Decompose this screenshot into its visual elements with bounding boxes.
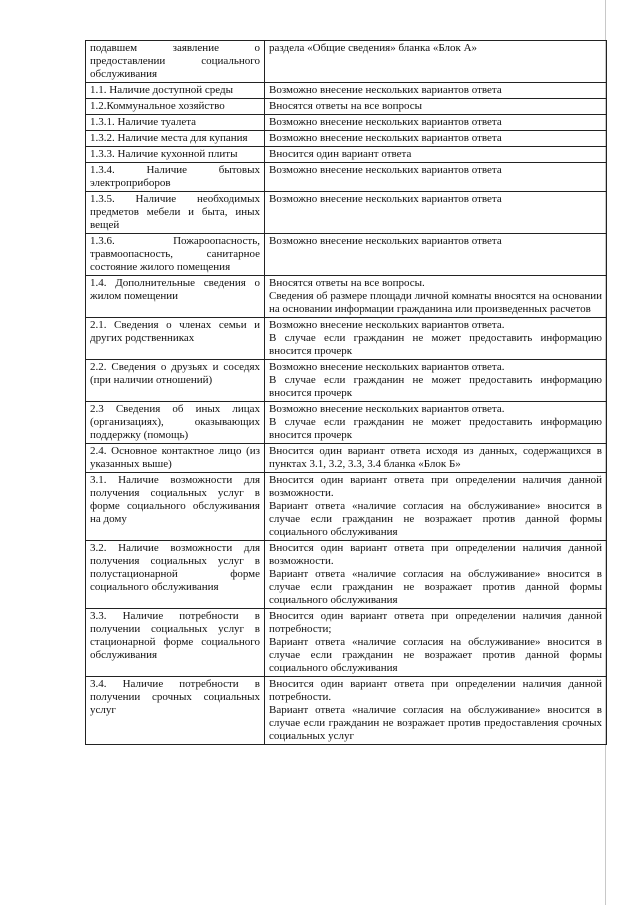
field-name: 3.4. Наличие потребности в получении срочных социальных услуг — [86, 677, 265, 745]
instruction-paragraph: Возможно внесение нескольких вариантов ответа — [269, 116, 502, 128]
table-row — [86, 473, 607, 541]
field-name: 1.3.3. Наличие кухонной плиты — [86, 147, 265, 163]
instruction-paragraph: Возможно внесение нескольких вариантов ответа. — [269, 403, 505, 415]
table-row — [86, 318, 607, 360]
field-name: 2.2. Сведения о друзьях и соседях (при наличии отношений) — [86, 360, 265, 402]
table-row — [86, 83, 607, 99]
instruction-paragraph: Вариант ответа «наличие согласия на обслуживание» вносится в случае если гражданин не возражает против данной формы социального обслуживания — [269, 500, 602, 538]
field-instruction — [265, 147, 607, 163]
field-name: 3.2. Наличие возможности для получения социальных услуг в полустационарной форме социального обслуживания — [86, 541, 265, 609]
instruction-paragraph: Вносятся ответы на все вопросы — [269, 100, 423, 112]
field-instruction — [265, 163, 607, 192]
instruction-paragraph: Возможно внесение нескольких вариантов ответа. — [269, 361, 505, 373]
field-name: 1.3.6. Пожароопасность, травмоопасность, санитарное состояние жилого помещения — [86, 234, 265, 276]
table-row — [86, 234, 607, 276]
field-name: 1.3.2. Наличие места для купания — [86, 131, 265, 147]
instruction-paragraph: Вносится один вариант ответа при определении наличия данной потребности; — [269, 610, 602, 635]
field-instruction — [265, 541, 607, 609]
field-name: 2.4. Основное контактное лицо (из указанных выше) — [86, 444, 265, 473]
table-row — [86, 192, 607, 234]
instructions-table — [85, 40, 607, 745]
table-row — [86, 41, 607, 83]
instruction-paragraph: Вносится один вариант ответа — [269, 148, 412, 160]
field-instruction — [265, 192, 607, 234]
instruction-paragraph: Возможно внесение нескольких вариантов ответа — [269, 235, 502, 247]
instructions-table-body — [86, 41, 607, 745]
instruction-paragraph: Вариант ответа «наличие согласия на обслуживание» вносится в случае если гражданин не возражает против предоставления срочных социальных услуг — [269, 704, 602, 742]
field-instruction — [265, 234, 607, 276]
instruction-paragraph: В случае если гражданин не может предоставить информацию вносится прочерк — [269, 374, 602, 399]
table-row — [86, 541, 607, 609]
instruction-paragraph: Возможно внесение нескольких вариантов ответа — [269, 193, 502, 205]
instruction-paragraph: Возможно внесение нескольких вариантов ответа — [269, 164, 502, 176]
field-instruction — [265, 360, 607, 402]
field-name: подавшем заявление о предоставлении социального обслуживания — [86, 41, 265, 83]
field-instruction — [265, 131, 607, 147]
field-instruction — [265, 444, 607, 473]
instruction-paragraph: Вариант ответа «наличие согласия на обслуживание» вносится в случае если гражданин не возражает против данной формы социального обслуживания — [269, 636, 602, 674]
instruction-paragraph: Вариант ответа «наличие согласия на обслуживание» вносится в случае если гражданин не возражает против данной формы социального обслуживания — [269, 568, 602, 606]
instruction-paragraph: Возможно внесение нескольких вариантов ответа — [269, 84, 502, 96]
table-row — [86, 360, 607, 402]
field-instruction — [265, 473, 607, 541]
instruction-paragraph: Вносится один вариант ответа при определении наличия данной возможности. — [269, 542, 602, 567]
field-instruction — [265, 83, 607, 99]
field-name: 2.1. Сведения о членах семьи и других родственниках — [86, 318, 265, 360]
field-name: 3.3. Наличие потребности в получении социальных услуг в стационарной форме социального обслуживания — [86, 609, 265, 677]
field-instruction — [265, 41, 607, 83]
table-row — [86, 99, 607, 115]
table-row — [86, 163, 607, 192]
field-instruction — [265, 115, 607, 131]
field-instruction — [265, 609, 607, 677]
field-instruction — [265, 677, 607, 745]
table-row — [86, 609, 607, 677]
instruction-paragraph: В случае если гражданин не может предоставить информацию вносится прочерк — [269, 332, 602, 357]
field-instruction — [265, 318, 607, 360]
field-name: 1.3.1. Наличие туалета — [86, 115, 265, 131]
instruction-paragraph: Возможно внесение нескольких вариантов ответа. — [269, 319, 505, 331]
instruction-paragraph: Вносятся ответы на все вопросы. — [269, 277, 425, 289]
instruction-paragraph: Вносится один вариант ответа при определении наличия данной потребности. — [269, 678, 602, 703]
field-name: 1.1. Наличие доступной среды — [86, 83, 265, 99]
field-name: 2.3 Сведения об иных лицах (организациях), оказывающих поддержку (помощь) — [86, 402, 265, 444]
table-row — [86, 131, 607, 147]
field-name: 1.4. Дополнительные сведения о жилом помещении — [86, 276, 265, 318]
instruction-paragraph: В случае если гражданин не может предоставить информацию вносится прочерк — [269, 416, 602, 441]
field-instruction — [265, 276, 607, 318]
table-row — [86, 444, 607, 473]
table-row — [86, 677, 607, 745]
table-row — [86, 147, 607, 163]
table-row — [86, 402, 607, 444]
field-instruction — [265, 99, 607, 115]
instruction-paragraph: Вносится один вариант ответа при определении наличия данной возможности. — [269, 474, 602, 499]
instruction-paragraph: Вносится один вариант ответа исходя из данных, содержащихся в пунктах 3.1, 3.2, 3.3, 3.4 бланка «Блок Б» — [269, 445, 602, 470]
table-row — [86, 115, 607, 131]
instruction-paragraph: Возможно внесение нескольких вариантов ответа — [269, 132, 502, 144]
field-name: 3.1. Наличие возможности для получения социальных услуг в форме социального обслуживания на дому — [86, 473, 265, 541]
field-instruction — [265, 402, 607, 444]
table-row — [86, 276, 607, 318]
field-name: 1.3.4. Наличие бытовых электроприборов — [86, 163, 265, 192]
instruction-paragraph: Сведения об размере площади личной комнаты вносятся на основании на основании информации гражданина или произведенных расчетов — [269, 290, 602, 315]
instruction-paragraph: раздела «Общие сведения» бланка «Блок А» — [269, 42, 478, 54]
field-name: 1.2.Коммунальное хозяйство — [86, 99, 265, 115]
field-name: 1.3.5. Наличие необходимых предметов мебели и быта, иных вещей — [86, 192, 265, 234]
